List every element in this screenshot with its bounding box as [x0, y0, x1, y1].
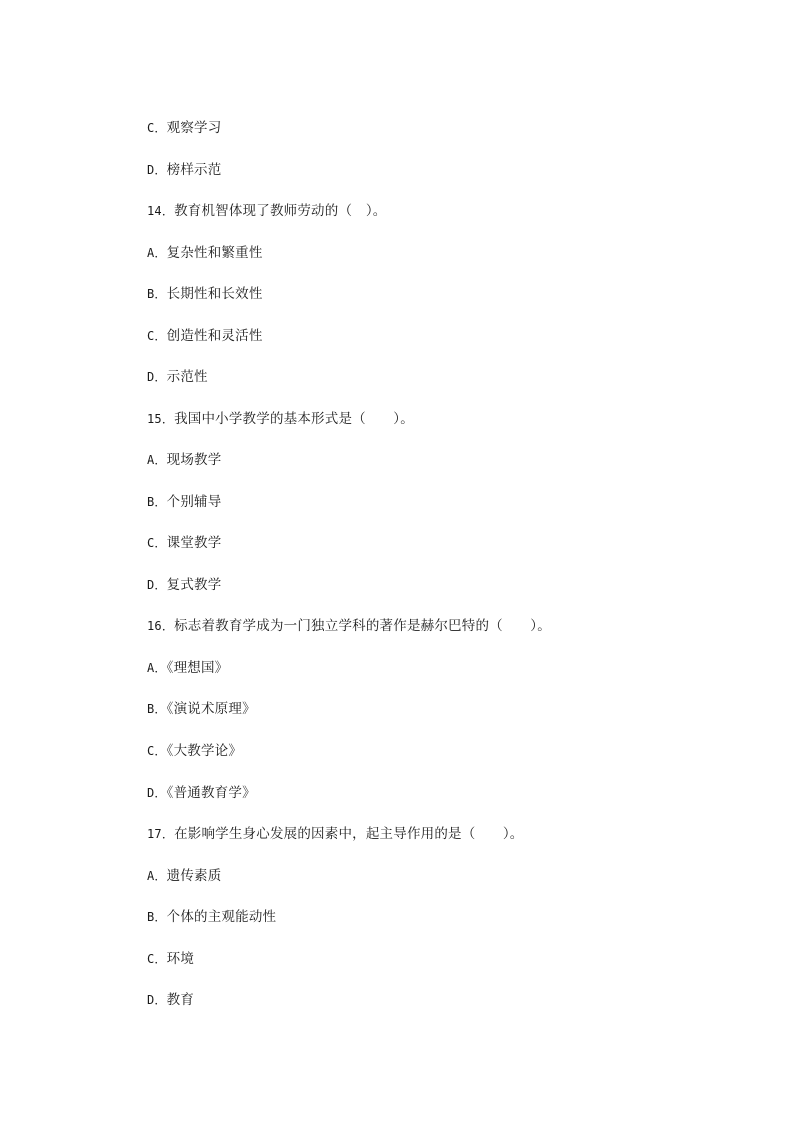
option-text: 个体的主观能动性	[166, 909, 277, 925]
option-text: 《大教学论》	[166, 743, 243, 759]
question-text: 标志着教育学成为一门独立学科的著作是赫尔巴特的（ ）。	[174, 618, 551, 634]
option-text: 创造性和灵活性	[166, 328, 263, 344]
option-line	[147, 368, 208, 386]
option-text: 观察学习	[166, 120, 222, 136]
question-line	[147, 202, 387, 220]
option-line	[147, 285, 263, 303]
option-line	[147, 244, 263, 262]
option-marker: A．	[147, 869, 167, 883]
option-marker: C．	[147, 744, 167, 758]
option-text: 遗传素质	[166, 868, 222, 884]
option-marker: C．	[147, 329, 167, 343]
option-marker: B．	[147, 495, 167, 509]
option-marker: C．	[147, 121, 167, 135]
question-text: 在影响学生身心发展的因素中，起主导作用的是（ ）。	[174, 826, 524, 842]
option-line	[147, 742, 242, 760]
option-line	[147, 700, 256, 718]
option-text: 榜样示范	[166, 162, 222, 178]
question-text: 我国中小学教学的基本形式是（ ）。	[174, 411, 414, 427]
question-number: 15．	[147, 412, 175, 426]
option-marker: D．	[147, 786, 167, 800]
option-text: 长期性和长效性	[166, 286, 263, 302]
option-line	[147, 327, 263, 345]
option-marker: C．	[147, 536, 167, 550]
option-marker: D．	[147, 370, 167, 384]
option-line	[147, 867, 221, 885]
question-number: 14．	[147, 204, 175, 218]
option-line	[147, 493, 221, 511]
option-line	[147, 784, 256, 802]
option-text: 课堂教学	[166, 535, 222, 551]
question-text: 教育机智体现了教师劳动的（ ）。	[174, 203, 387, 219]
option-line	[147, 161, 221, 179]
question-line	[147, 617, 551, 635]
option-text: 《演说术原理》	[166, 701, 256, 717]
option-marker: A．	[147, 453, 167, 467]
option-marker: A．	[147, 661, 167, 675]
option-line	[147, 534, 221, 552]
option-marker: B．	[147, 287, 167, 301]
option-marker: D．	[147, 578, 167, 592]
option-line	[147, 119, 221, 137]
option-text: 教育	[166, 992, 195, 1008]
option-line	[147, 991, 194, 1009]
option-line	[147, 908, 276, 926]
question-number: 17．	[147, 827, 175, 841]
option-line	[147, 659, 228, 677]
option-text: 复式教学	[166, 577, 222, 593]
option-text: 现场教学	[166, 452, 222, 468]
question-line	[147, 825, 524, 843]
question-number: 16．	[147, 619, 175, 633]
option-marker: D．	[147, 993, 167, 1007]
option-line	[147, 950, 194, 968]
option-marker: B．	[147, 702, 167, 716]
option-text: 复杂性和繁重性	[166, 245, 263, 261]
option-marker: A．	[147, 246, 167, 260]
option-text: 环境	[166, 951, 195, 967]
option-text: 《普通教育学》	[166, 785, 256, 801]
option-text: 《理想国》	[166, 660, 229, 676]
option-marker: C．	[147, 952, 167, 966]
option-marker: B．	[147, 910, 167, 924]
option-marker: D．	[147, 163, 167, 177]
option-text: 示范性	[166, 369, 208, 385]
option-text: 个别辅导	[166, 494, 222, 510]
question-line	[147, 410, 414, 428]
option-line	[147, 576, 221, 594]
option-line	[147, 451, 221, 469]
